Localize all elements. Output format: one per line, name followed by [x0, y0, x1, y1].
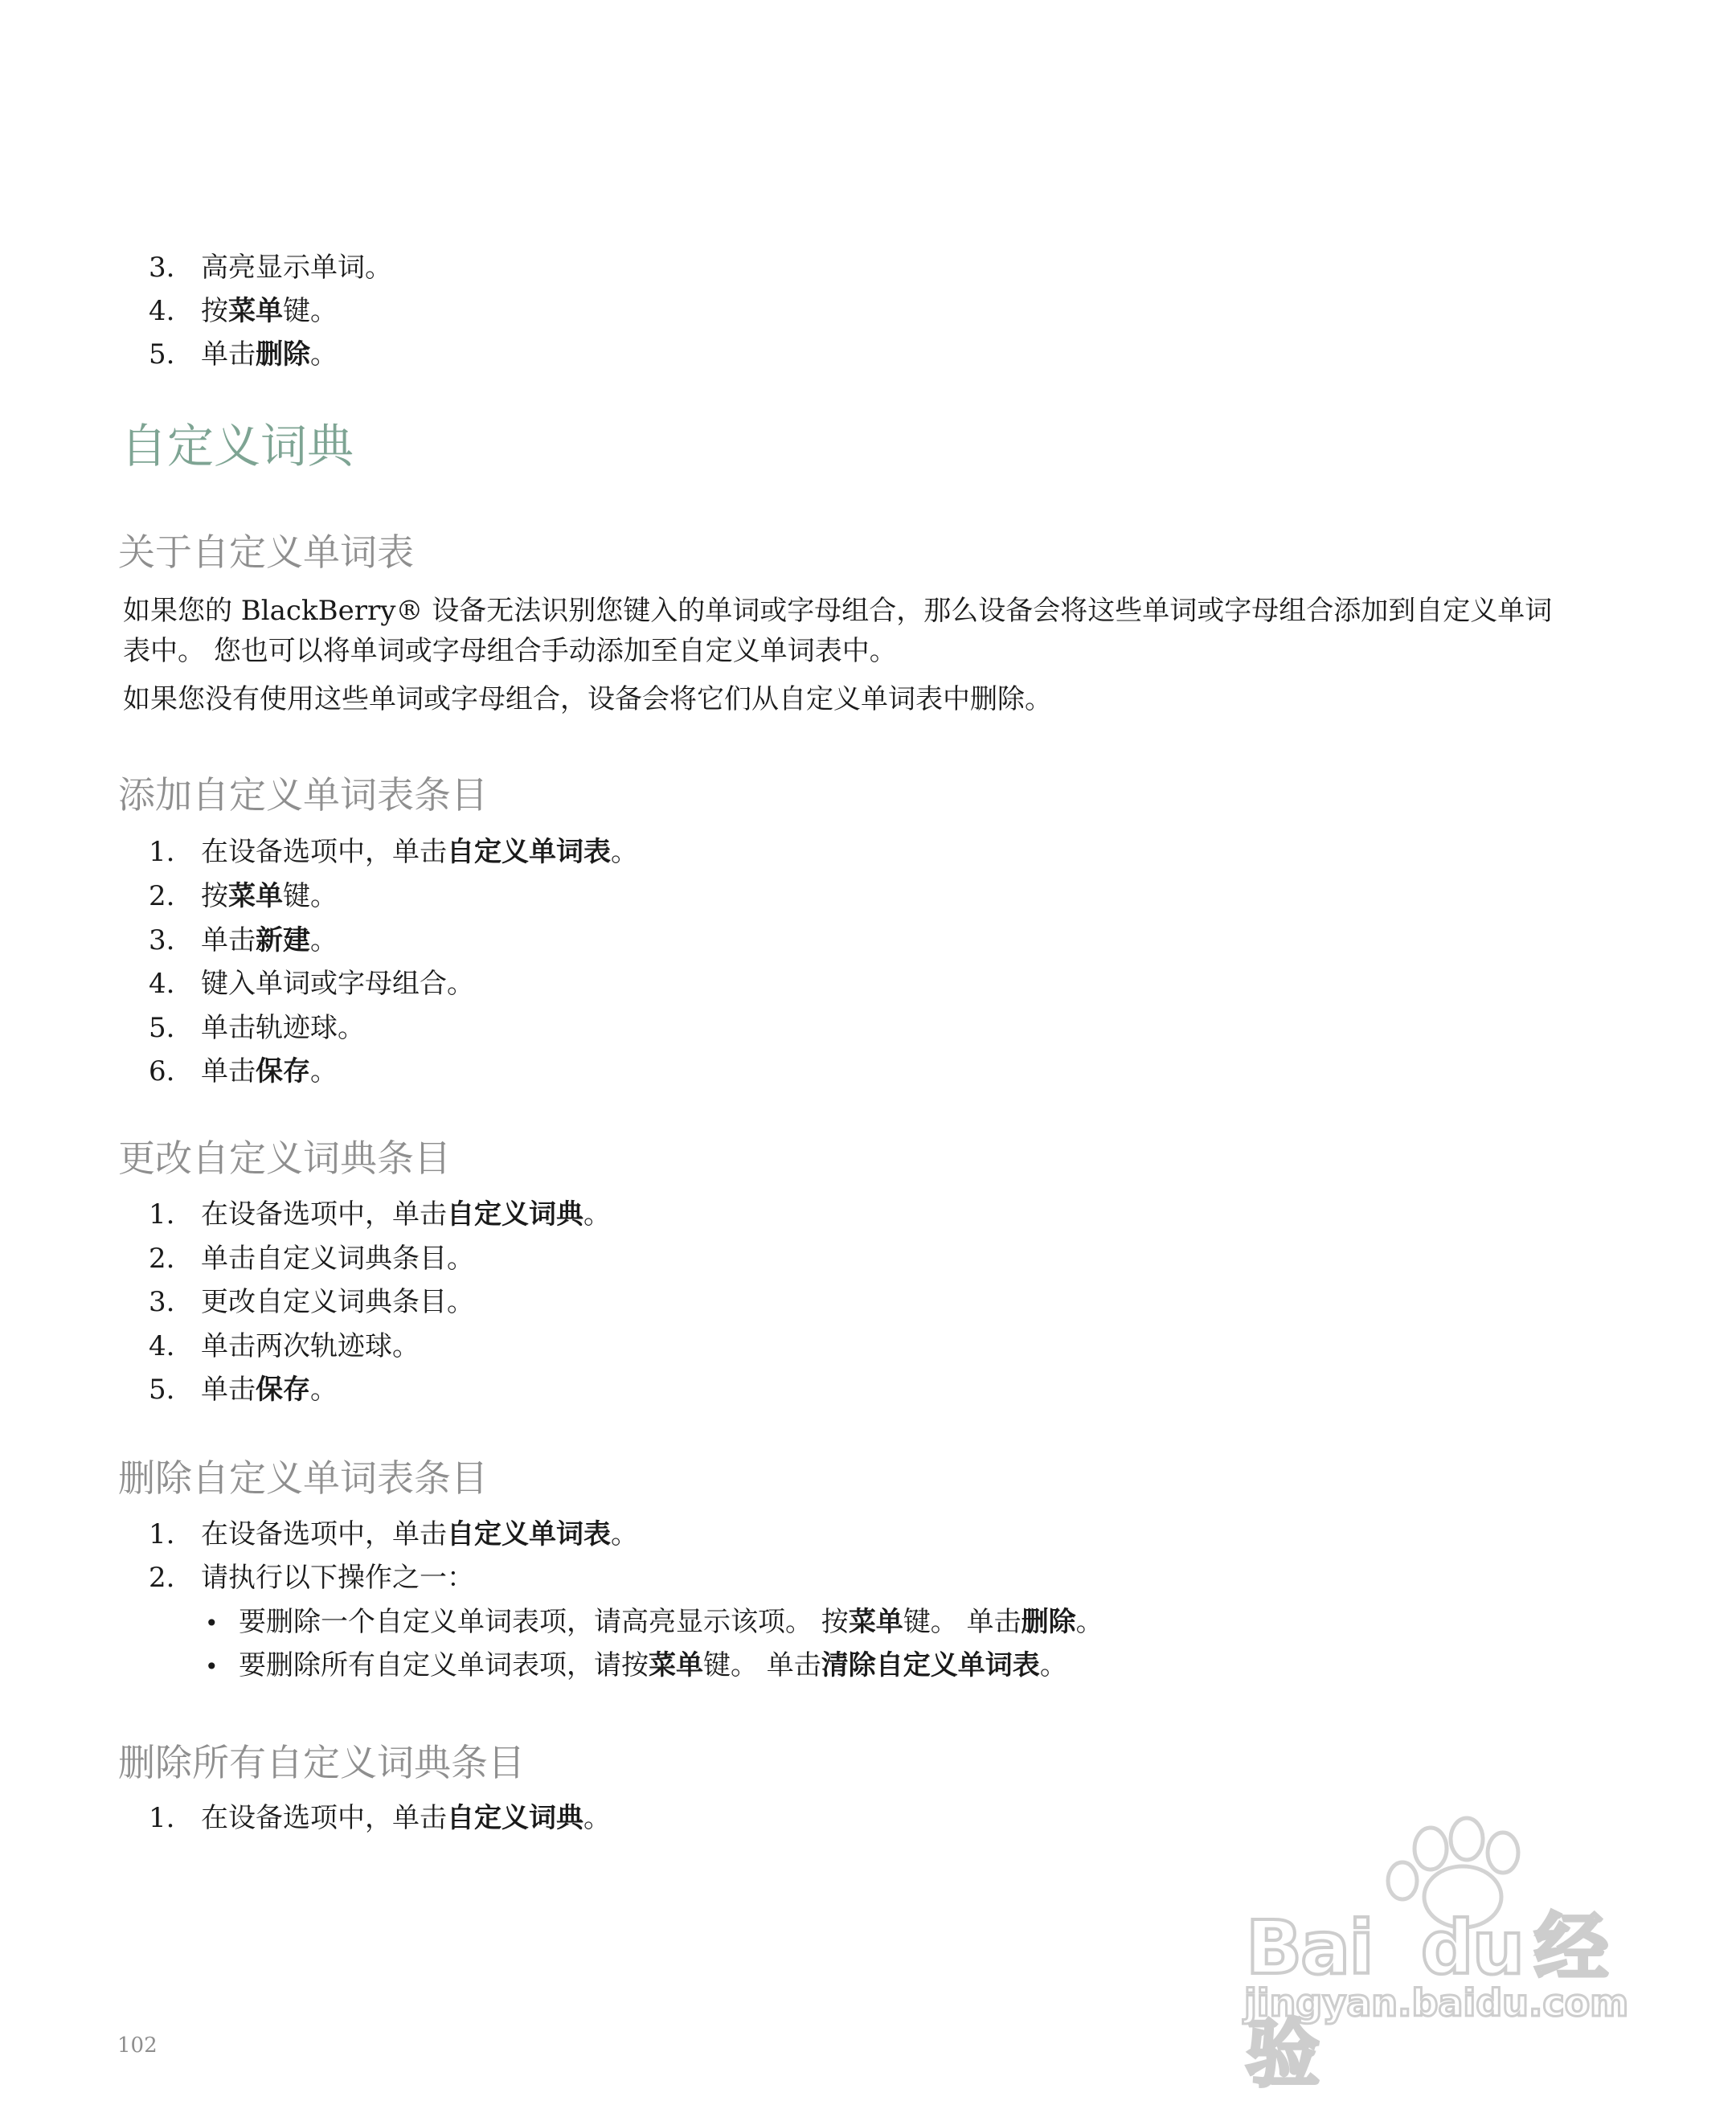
list-item: 5. 单击轨迹球。 — [149, 1012, 365, 1044]
about-paragraph-1-line-1: 如果您的 BlackBerry® 设备无法识别您键入的单词或字母组合，那么设备会将这些单词或字母组合添加到自定义单词 — [123, 595, 1553, 627]
section-title: 自定义词典 — [121, 419, 354, 473]
heading-about: 关于自定义单词表 — [118, 530, 414, 574]
heading-delete: 删除自定义单词表条目 — [118, 1456, 488, 1500]
about-paragraph-1-line-2: 表中。 您也可以将单词或字母组合手动添加至自定义单词表中。 — [123, 635, 897, 667]
about-paragraph-1 — [123, 591, 1626, 671]
list-item: 3. 高亮显示单词。 — [149, 252, 392, 284]
list-item: 2. 请执行以下操作之一： — [149, 1562, 474, 1594]
watermark-brand: Bai — [1246, 1905, 1373, 1991]
bullet-glyph: • — [205, 1653, 219, 1680]
list-item: 4. 按菜单键。 — [149, 295, 338, 327]
list-item: 1. 在设备选项中，单击自定义词典。 — [149, 1198, 611, 1231]
watermark-brand-du: du — [1420, 1905, 1524, 1991]
list-item: 4. 键入单词或字母组合。 — [149, 968, 474, 1000]
heading-delete-all: 删除所有自定义词典条目 — [118, 1741, 525, 1784]
list-item: 1. 在设备选项中，单击自定义单词表。 — [149, 836, 638, 868]
list-item: 3. 更改自定义词典条目。 — [149, 1286, 474, 1318]
bullet-item: • 要删除一个自定义单词表项，请高亮显示该项。 按菜单键。 单击删除。 — [205, 1606, 1103, 1638]
watermark-cn: 经验 — [1246, 1905, 1607, 2097]
baidu-watermark-logo — [1238, 1808, 1656, 2097]
list-item: 1. 在设备选项中，单击自定义词典。 — [149, 1802, 611, 1834]
list-item: 5. 单击保存。 — [149, 1374, 338, 1406]
list-item: 4. 单击两次轨迹球。 — [149, 1330, 420, 1362]
heading-add: 添加自定义单词表条目 — [118, 773, 488, 817]
list-item: 3. 单击新建。 — [149, 924, 338, 956]
list-item: 2. 按菜单键。 — [149, 880, 338, 912]
bullet-item: • 要删除所有自定义单词表项，请按菜单键。 单击清除自定义单词表。 — [205, 1649, 1067, 1681]
watermark-url: jingyan.baidu.com — [1244, 1981, 1629, 2025]
heading-change: 更改自定义词典条目 — [118, 1137, 451, 1180]
list-item: 2. 单击自定义词典条目。 — [149, 1243, 474, 1275]
bullet-glyph: • — [205, 1610, 219, 1636]
list-item: 5. 单击删除。 — [149, 338, 338, 371]
list-item: 1. 在设备选项中，单击自定义单词表。 — [149, 1518, 638, 1550]
about-paragraph-2: 如果您没有使用这些单词或字母组合，设备会将它们从自定义单词表中删除。 — [123, 683, 1052, 715]
list-item: 6. 单击保存。 — [149, 1055, 338, 1087]
page-number: 102 — [117, 2033, 158, 2058]
